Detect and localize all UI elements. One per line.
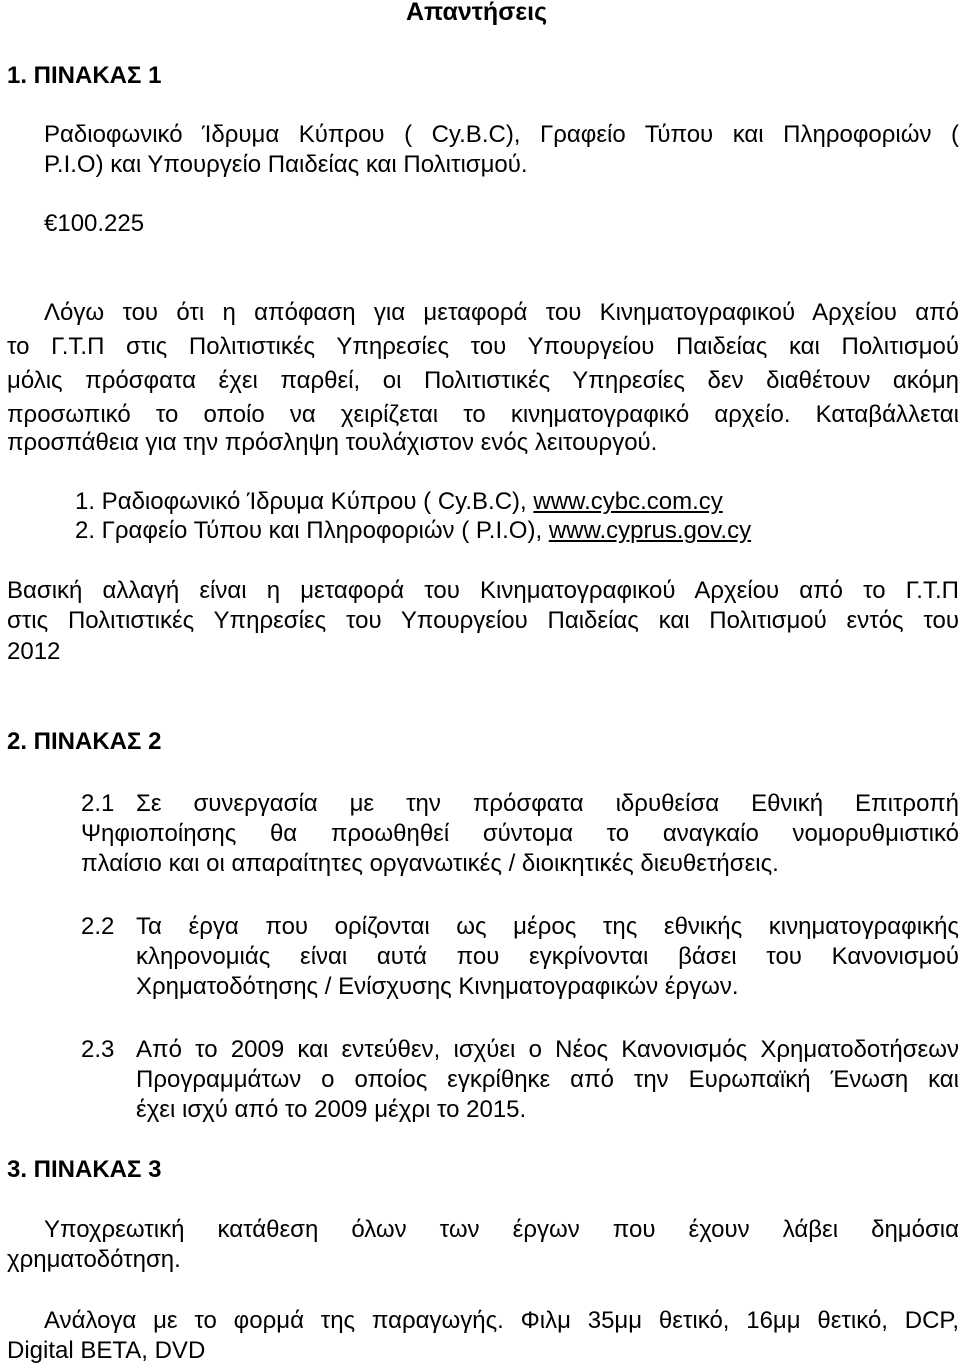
section-2-heading: 2. ΠΙΝΑΚΑΣ 2 — [7, 728, 162, 755]
section-1-para-2-line-1: Λόγω του ότι η απόφαση για μεταφορά του Κινηματογραφικού Αρχείου από — [44, 299, 959, 326]
item-2-2-line-1: Τα έργα που ορίζονται ως μέρος της εθνικής κινηματογραφικής — [136, 913, 959, 940]
list-item — [75, 487, 723, 517]
list-item-text: 1. Ραδιοφωνικό Ίδρυμα Κύπρου ( Cy.B.C), — [75, 488, 534, 515]
item-2-1-line-2: Ψηφιοποίησης θα προωθηθεί σύντομα το αναγκαίο νομορυθμιστικό — [81, 820, 959, 847]
item-number-2-1: 2.1 — [81, 790, 115, 817]
section-3-para-1-line-2: χρηματοδότηση. — [7, 1246, 181, 1273]
section-3-heading: 3. ΠΙΝΑΚΑΣ 3 — [7, 1156, 162, 1183]
item-2-3-line-1: Από το 2009 και εντεύθεν, ισχύει ο Νέος Κανονισμός Χρηματοδοτήσεων — [136, 1036, 959, 1063]
section-1-para-2-line-4: προσωπικό το οποίο να χειρίζεται το κινηματογραφικό αρχείο. Καταβάλλεται — [7, 401, 959, 428]
list-item — [75, 516, 751, 546]
item-number-2-3: 2.3 — [81, 1036, 115, 1063]
section-3-para-2-line-1: Ανάλογα με το φορμά της παραγωγής. Φιλμ 35μμ θετικό, 16μμ θετικό, DCP, — [44, 1307, 959, 1334]
section-1-heading: 1. ΠΙΝΑΚΑΣ 1 — [7, 62, 162, 89]
section-1-para-1-line-1: Ραδιοφωνικό Ίδρυμα Κύπρου ( Cy.B.C), Γραφείο Τύπου και Πληροφοριών ( — [44, 121, 959, 148]
item-2-1-line-3: πλαίσιο και οι απαραίτητες οργανωτικές / διοικητικές διευθετήσεις. — [81, 850, 779, 877]
section-3-para-1-line-1: Υποχρεωτική κατάθεση όλων των έργων που έχουν λάβει δημόσια — [44, 1216, 959, 1243]
section-1-para-3-line-1: Βασική αλλαγή είναι η μεταφορά του Κινηματογραφικού Αρχείου από το Γ.Τ.Π — [7, 577, 959, 604]
section-1-para-2-line-5: προσπάθεια για την πρόσληψη τουλάχιστον ενός λειτουργού. — [7, 429, 658, 456]
page-title: Απαντήσεις — [406, 0, 548, 26]
item-2-1-line-1: Σε συνεργασία με την πρόσφατα ιδρυθείσα Εθνική Επιτροπή — [136, 790, 959, 817]
item-2-2-line-2: κληρονομιάς είναι αυτά που εγκρίνονται βάσει του Κανονισμού — [136, 943, 959, 970]
section-3-para-2-line-2: Digital BETA, DVD — [7, 1337, 206, 1364]
section-1-amount: €100.225 — [44, 210, 145, 237]
item-number-2-2: 2.2 — [81, 913, 115, 940]
cybc-link[interactable]: www.cybc.com.cy — [533, 488, 723, 515]
item-2-2-line-3: Χρηματοδότησης / Ενίσχυσης Κινηματογραφικών έργων. — [136, 973, 739, 1000]
item-2-3-line-3: έχει ισχύ από το 2009 μέχρι το 2015. — [136, 1096, 527, 1123]
section-1-para-1-line-2: P.I.O) και Υπουργείο Παιδείας και Πολιτισμού. — [44, 151, 528, 178]
item-2-3-line-2: Προγραμμάτων ο οποίος εγκρίθηκε από την Ευρωπαϊκή Ένωση και — [136, 1066, 959, 1093]
section-1-para-3-line-2: στις Πολιτιστικές Υπηρεσίες του Υπουργείου Παιδείας και Πολιτισμού εντός του — [7, 607, 959, 634]
list-item-text: 2. Γραφείο Τύπου και Πληροφοριών ( P.I.O), — [75, 517, 549, 544]
section-1-para-2-line-3: μόλις πρόσφατα έχει παρθεί, οι Πολιτιστικές Υπηρεσίες δεν διαθέτουν ακόμη — [7, 367, 959, 394]
section-1-para-3-line-3: 2012 — [7, 638, 61, 665]
cyprus-gov-link[interactable]: www.cyprus.gov.cy — [548, 517, 752, 544]
section-1-para-2-line-2: το Γ.Τ.Π στις Πολιτιστικές Υπηρεσίες του Υπουργείου Παιδείας και Πολιτισμού — [7, 333, 959, 360]
